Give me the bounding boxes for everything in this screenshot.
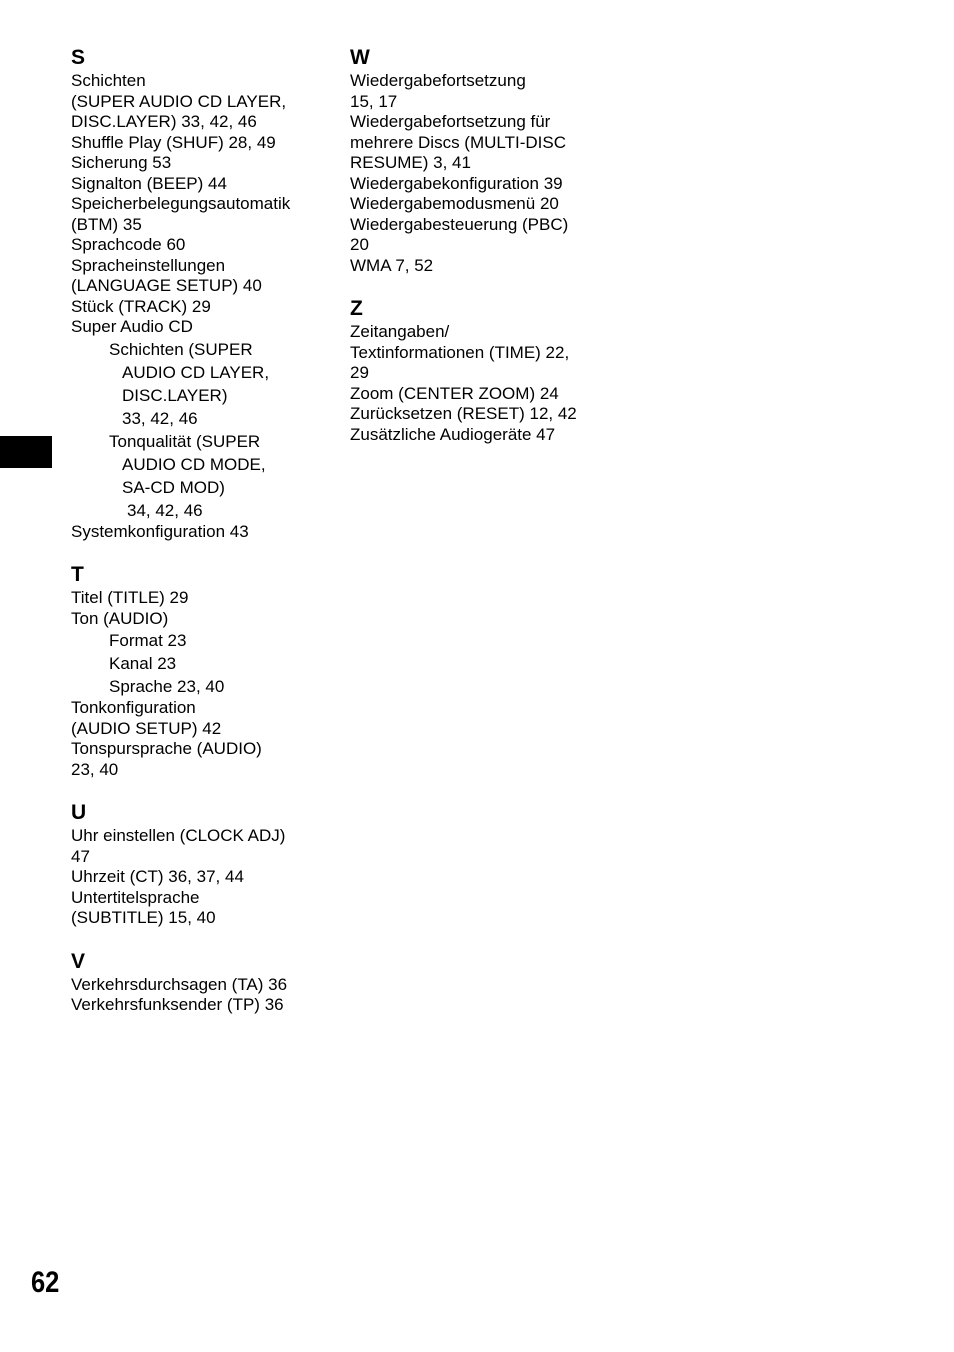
index-entry: (BTM) 35 — [71, 214, 142, 234]
index-subentry-continued: AUDIO CD LAYER, — [122, 362, 270, 382]
index-entry: Zusätzliche Audiogeräte 47 — [350, 424, 556, 444]
index-section-z — [350, 296, 610, 445]
index-entry: Stück (TRACK) 29 — [71, 296, 211, 316]
section-letter: W — [350, 46, 370, 69]
index-entry: Zoom (CENTER ZOOM) 24 — [350, 383, 559, 403]
index-entry: Ton (AUDIO) — [71, 608, 169, 628]
index-entry: WMA 7, 52 — [350, 255, 434, 275]
index-entry: Uhr einstellen (CLOCK ADJ) — [71, 826, 286, 845]
index-subentry: Kanal 23 — [109, 654, 177, 673]
index-subentry-continued: SA-CD MOD) — [122, 477, 225, 497]
index-entry: Wiedergabesteuerung (PBC) — [350, 214, 569, 234]
index-entry: Speicherbelegungsautomatik — [71, 194, 291, 213]
index-entry: Uhrzeit (CT) 36, 37, 44 — [71, 867, 244, 886]
section-letter: T — [71, 563, 84, 586]
index-entry: Shuffle Play (SHUF) 28, 49 — [71, 132, 276, 152]
index-column-right — [350, 45, 610, 465]
index-entry: Zeitangaben/ — [350, 322, 450, 341]
index-entry: RESUME) 3, 41 — [350, 153, 471, 172]
index-entry: Wiedergabefortsetzung — [350, 71, 526, 90]
section-letter: U — [71, 801, 87, 824]
index-entry: Spracheinstellungen — [71, 255, 226, 275]
index-subentry: Sprache 23, 40 — [109, 677, 225, 696]
index-section-u — [71, 800, 321, 929]
index-entry: Verkehrsdurchsagen (TA) 36 — [71, 974, 288, 994]
index-subentry: Tonqualität (SUPER — [109, 431, 261, 451]
section-letter: V — [71, 949, 86, 973]
index-entry: 20 — [350, 235, 369, 254]
index-entry: Verkehrsfunksender (TP) 36 — [71, 995, 284, 1014]
index-entry: DISC.LAYER) 33, 42, 46 — [71, 112, 257, 131]
index-section-w — [350, 45, 610, 276]
index-section-t — [71, 562, 321, 780]
index-entry: Sprachcode 60 — [71, 235, 186, 254]
index-entry: Signalton (BEEP) 44 — [71, 173, 227, 193]
index-entry: Systemkonfiguration 43 — [71, 521, 249, 541]
index-entry: 23, 40 — [71, 759, 119, 779]
index-entry: Wiedergabemodusmenü 20 — [350, 194, 559, 213]
index-entry: Tonspursprache (AUDIO) — [71, 739, 262, 758]
index-subentry: Format 23 — [109, 631, 187, 650]
index-subentry-continued: 33, 42, 46 — [122, 408, 198, 428]
index-subentry-continued: 34, 42, 46 — [127, 500, 203, 520]
index-entry: Schichten — [71, 71, 146, 90]
index-subentry-continued: DISC.LAYER) — [122, 385, 228, 405]
index-section-v — [71, 949, 321, 1016]
index-entry: 29 — [350, 363, 369, 382]
index-entry: Textinformationen (TIME) 22, — [350, 342, 570, 362]
section-tab-marker — [0, 436, 52, 468]
index-entry: (SUPER AUDIO CD LAYER, — [71, 91, 287, 111]
index-entry: (AUDIO SETUP) 42 — [71, 718, 222, 738]
index-entry: Zurücksetzen (RESET) 12, 42 — [350, 404, 577, 423]
index-entry: (SUBTITLE) 15, 40 — [71, 908, 216, 927]
index-entry: Tonkonfiguration — [71, 698, 196, 717]
index-entry: Wiedergabekonfiguration 39 — [350, 173, 563, 193]
index-entry: Sicherung 53 — [71, 153, 172, 172]
index-column-left — [71, 45, 321, 1036]
page-number: 62 — [31, 1266, 60, 1299]
index-entry: Untertitelsprache — [71, 887, 200, 907]
index-entry: 47 — [71, 846, 90, 866]
section-letter: Z — [350, 297, 363, 320]
index-entry: Super Audio CD — [71, 317, 193, 336]
index-entry: mehrere Discs (MULTI-DISC — [350, 132, 566, 152]
index-entry: 15, 17 — [350, 91, 398, 111]
index-entry: Titel (TITLE) 29 — [71, 588, 189, 607]
index-subentry-continued: AUDIO CD MODE, — [122, 454, 266, 474]
section-letter: S — [71, 46, 86, 69]
index-section-s — [71, 45, 321, 542]
index-entry: (LANGUAGE SETUP) 40 — [71, 276, 262, 295]
index-subentry: Schichten (SUPER — [109, 339, 253, 359]
index-entry: Wiedergabefortsetzung für — [350, 112, 551, 131]
